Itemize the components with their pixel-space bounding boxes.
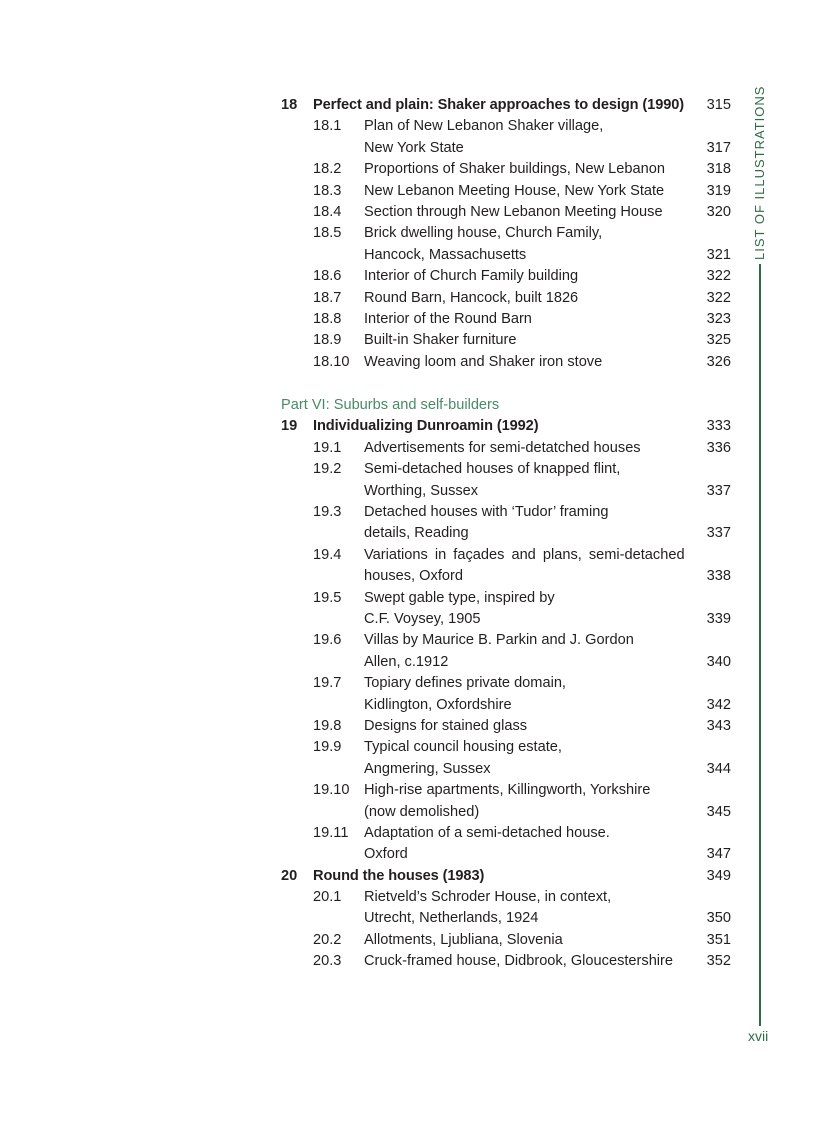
figure-row-continuation	[281, 609, 733, 630]
figure-number: 18.9	[313, 332, 342, 349]
figure-caption-line: Kidlington, Oxfordshire	[364, 696, 512, 713]
figure-page-number: 320	[706, 203, 731, 220]
figure-caption-line: Cruck-framed house, Didbrook, Gloucestershire	[364, 953, 674, 970]
figure-row-continuation	[281, 523, 733, 544]
figure-row	[281, 159, 733, 180]
figure-page-number: 336	[706, 439, 731, 456]
figure-caption-line: Round Barn, Hancock, built 1826	[364, 289, 579, 306]
figure-row	[281, 737, 733, 758]
figure-row	[281, 588, 733, 609]
figure-caption-line: Semi-detached houses of knapped flint,	[364, 461, 621, 478]
chapter-title: Perfect and plain: Shaker approaches to design (1990)	[313, 97, 685, 113]
figure-number: 18.4	[313, 203, 342, 220]
chapter-page-number: 333	[706, 418, 731, 435]
chapter-page-number: 315	[706, 97, 731, 113]
chapter-number: 18	[281, 97, 298, 113]
figure-page-number: 323	[706, 310, 731, 327]
chapter-number: 20	[281, 867, 298, 884]
figure-page-number: 347	[706, 846, 731, 863]
figure-caption-line: Topiary defines private domain,	[364, 675, 566, 692]
figure-row	[281, 288, 733, 309]
figure-caption-line: Proportions of Shaker buildings, New Lebanon	[364, 161, 665, 178]
figure-number: 19.6	[313, 632, 342, 649]
figure-caption-line: (now demolished)	[364, 803, 480, 820]
chapter-title: Individualizing Dunroamin (1992)	[313, 418, 539, 435]
part-heading: Part VI: Suburbs and self-builders	[281, 397, 500, 414]
figure-row	[281, 930, 733, 951]
chapter-row	[281, 866, 733, 887]
page-folio: xvii	[748, 1028, 769, 1044]
chapter-page-number: 349	[706, 867, 731, 884]
figure-number: 20.2	[313, 931, 342, 948]
figure-caption-line: Plan of New Lebanon Shaker village,	[364, 118, 604, 135]
figure-page-number: 317	[706, 139, 731, 156]
figure-number: 18.2	[313, 161, 342, 178]
figure-row	[281, 823, 733, 844]
figure-row-continuation	[281, 245, 733, 266]
figure-row-continuation	[281, 802, 733, 823]
figure-row	[281, 202, 733, 223]
figure-caption-line: Allotments, Ljubliana, Slovenia	[364, 931, 563, 948]
figure-caption-line: Adaptation of a semi-detached house.	[364, 824, 610, 841]
figure-caption-line: Hancock, Massachusetts	[364, 246, 527, 263]
figure-number: 19.1	[313, 439, 342, 456]
figure-number: 18.1	[313, 118, 342, 135]
figure-page-number: 337	[706, 482, 731, 499]
figure-caption-line: Designs for stained glass	[364, 717, 528, 734]
figure-page-number: 350	[706, 910, 731, 927]
figure-page-number: 343	[706, 717, 731, 734]
figure-page-number: 325	[706, 332, 731, 349]
figure-row	[281, 438, 733, 459]
figure-page-number: 351	[706, 931, 731, 948]
figure-page-number: 352	[706, 953, 731, 970]
figure-row	[281, 309, 733, 330]
vertical-rule	[759, 264, 761, 1026]
figure-row-continuation	[281, 908, 733, 929]
figure-number: 18.8	[313, 310, 342, 327]
figure-page-number: 345	[706, 803, 731, 820]
figure-caption-line: High-rise apartments, Killingworth, Yorkshire	[364, 782, 651, 799]
figure-number: 19.10	[313, 782, 350, 799]
figure-row	[281, 780, 733, 801]
illustrations-list	[281, 95, 733, 973]
figure-number: 19.5	[313, 589, 342, 606]
figure-page-number: 337	[706, 525, 731, 542]
figure-caption-line: Weaving loom and Shaker iron stove	[364, 353, 603, 370]
figure-caption-line: Utrecht, Netherlands, 1924	[364, 910, 539, 927]
part-spacer	[281, 373, 733, 395]
figure-number: 18.6	[313, 268, 342, 285]
figure-number: 19.9	[313, 739, 342, 756]
figure-row	[281, 630, 733, 651]
figure-caption-line: Advertisements for semi-detatched houses	[364, 439, 641, 456]
figure-caption-line: Oxford	[364, 846, 408, 863]
figure-row	[281, 352, 733, 373]
figure-caption-line: Typical council housing estate,	[364, 739, 562, 756]
figure-number: 19.3	[313, 504, 342, 521]
figure-number: 20.1	[313, 889, 342, 906]
figure-number: 19.11	[313, 824, 349, 841]
chapter-number: 19	[281, 418, 298, 435]
figure-page-number: 321	[706, 246, 731, 263]
figure-caption-line: Brick dwelling house, Church Family,	[364, 225, 603, 242]
figure-number: 19.2	[313, 461, 342, 478]
figure-caption-line: Variations in façades and plans, semi-detached	[364, 546, 685, 563]
figure-caption-line: Worthing, Sussex	[364, 482, 479, 499]
figure-number: 19.8	[313, 717, 342, 734]
figure-caption-line: Rietveld’s Schroder House, in context,	[364, 889, 612, 906]
figure-number: 18.7	[313, 289, 342, 306]
figure-page-number: 322	[706, 289, 731, 306]
figure-caption-line: Villas by Maurice B. Parkin and J. Gordon	[364, 632, 634, 649]
figure-row	[281, 266, 733, 287]
figure-row	[281, 223, 733, 244]
figure-caption-line: C.F. Voysey, 1905	[364, 610, 481, 627]
figure-row	[281, 887, 733, 908]
figure-page-number: 339	[706, 610, 731, 627]
figure-page-number: 318	[706, 161, 731, 178]
figure-row	[281, 716, 733, 737]
figure-caption-line: details, Reading	[364, 525, 469, 542]
figure-number: 18.10	[313, 353, 350, 370]
figure-row	[281, 673, 733, 694]
figure-row-continuation	[281, 759, 733, 780]
figure-caption-line: New York State	[364, 139, 464, 156]
running-head-side-label: LIST OF ILLUSTRATIONS	[752, 85, 767, 260]
figure-page-number: 326	[706, 353, 731, 370]
chapter-row	[281, 95, 733, 116]
figure-row-continuation	[281, 652, 733, 673]
chapter-title: Round the houses (1983)	[313, 867, 485, 884]
figure-row-continuation	[281, 566, 733, 587]
figure-page-number: 340	[706, 653, 731, 670]
figure-number: 18.5	[313, 225, 342, 242]
figure-number: 20.3	[313, 953, 342, 970]
figure-row-continuation	[281, 844, 733, 865]
figure-caption-line: Interior of the Round Barn	[364, 310, 532, 327]
figure-number: 19.7	[313, 675, 342, 692]
figure-caption-line: Angmering, Sussex	[364, 760, 491, 777]
figure-row	[281, 951, 733, 972]
figure-row	[281, 459, 733, 480]
figure-number: 19.4	[313, 546, 342, 563]
figure-page-number: 319	[706, 182, 731, 199]
figure-row	[281, 181, 733, 202]
figure-caption-line: Allen, c.1912	[364, 653, 449, 670]
figure-row-continuation	[281, 481, 733, 502]
figure-row-continuation	[281, 695, 733, 716]
figure-page-number: 344	[706, 760, 731, 777]
figure-page-number: 338	[706, 568, 731, 585]
figure-caption-line: Section through New Lebanon Meeting House	[364, 203, 663, 220]
figure-caption-line: New Lebanon Meeting House, New York State	[364, 182, 665, 199]
figure-number: 18.3	[313, 182, 342, 199]
figure-row	[281, 545, 733, 566]
figure-caption-line: Built-in Shaker furniture	[364, 332, 517, 349]
figure-caption-line: houses, Oxford	[364, 568, 463, 585]
figure-row-continuation	[281, 138, 733, 159]
figure-row	[281, 116, 733, 137]
figure-row	[281, 502, 733, 523]
figure-caption-line: Detached houses with ‘Tudor’ framing	[364, 504, 609, 521]
figure-row	[281, 330, 733, 351]
chapter-row	[281, 416, 733, 437]
figure-page-number: 322	[706, 268, 731, 285]
figure-page-number: 342	[706, 696, 731, 713]
figure-caption-line: Swept gable type, inspired by	[364, 589, 555, 606]
figure-caption-line: Interior of Church Family building	[364, 268, 579, 285]
